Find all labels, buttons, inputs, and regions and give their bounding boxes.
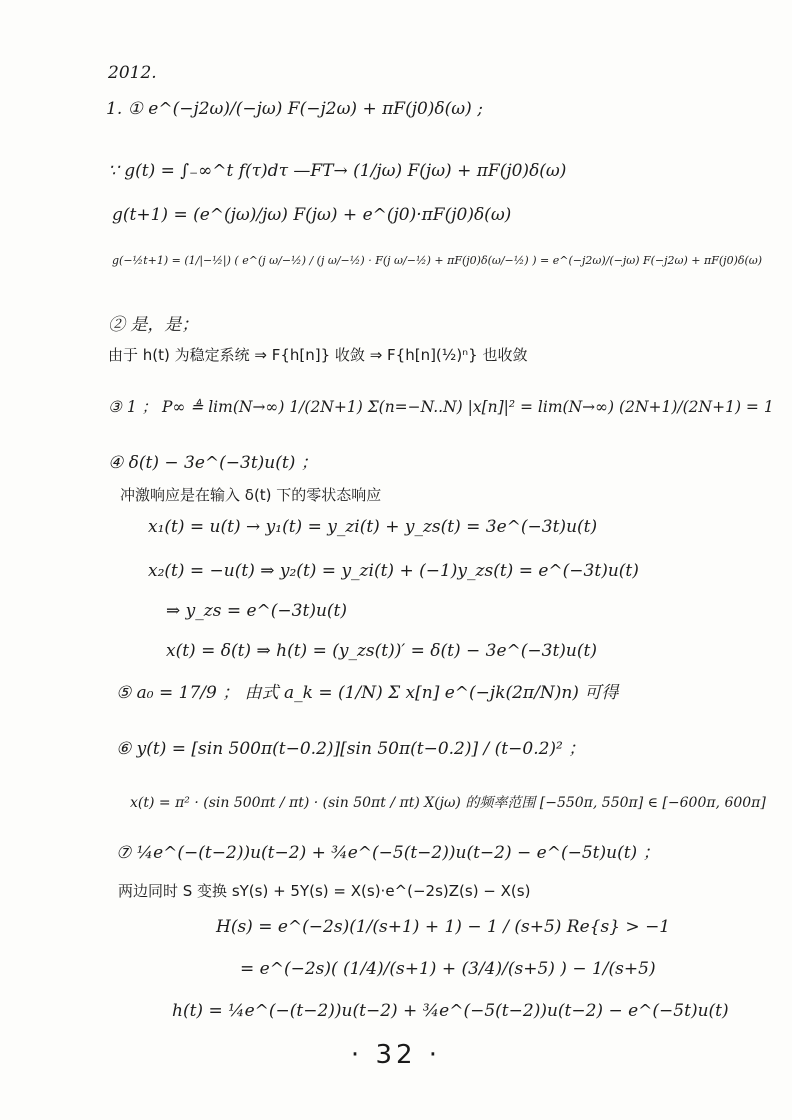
answer-1-2: ② 是，是； [108,315,199,335]
note-line: 两边同时 S 变换 sY(s) + 5Y(s) = X(s)·e^(−2s)Z(s) − X(s) [118,882,531,900]
derivation-line: ∵ g(t) = ∫₋∞^t f(τ)dτ —FT→ (1/jω) F(jω) + πF(j0)δ(ω) [108,161,567,181]
derivation-line: = e^(−2s)( (1/4)/(s+1) + (3/4)/(s+5) ) − 1/(s+5) [240,959,656,979]
answer-1-3: ③ 1 ； P∞ ≜ lim(N→∞) 1/(2N+1) Σ(n=−N..N) |x[n]|² = lim(N→∞) (2N+1)/(2N+1) = 1 [108,398,774,416]
answer-1-1: 1. ① e^(−j2ω)/(−jω) F(−j2ω) + πF(j0)δ(ω) ; [106,99,483,119]
answer-1-4: ④ δ(t) − 3e^(−3t)u(t) ； [108,453,318,473]
answer-1-5: ⑤ a₀ = 17/9 ； 由式 a_k = (1/N) Σ x[n] e^(−jk(2π/N)n) 可得 [116,683,619,703]
derivation-line: x(t) = π² · (sin 500πt / πt) · (sin 50πt / πt) X(jω) 的频率范围 [−550π, 550π] ∈ [−600π, 600π] [130,795,766,811]
year-label: 2012. [108,63,157,83]
answer-1-7: ⑦ ¼e^(−(t−2))u(t−2) + ¾e^(−5(t−2))u(t−2) − e^(−5t)u(t) ； [116,843,660,863]
derivation-line: H(s) = e^(−2s)(1/(s+1) + 1) − 1 / (s+5) Re{s} > −1 [216,917,671,937]
answer-1-6: ⑥ y(t) = [sin 500π(t−0.2)][sin 50π(t−0.2)] / (t−0.2)² ； [116,739,586,759]
derivation-line: x(t) = δ(t) ⇒ h(t) = (y_zs(t))′ = δ(t) − 3e^(−3t)u(t) [166,641,597,661]
derivation-line: h(t) = ¼e^(−(t−2))u(t−2) + ¾e^(−5(t−2))u(t−2) − e^(−5t)u(t) [172,1001,729,1021]
page-number: · 32 · [350,1040,442,1070]
note-line: 冲激响应是在输入 δ(t) 下的零状态响应 [120,486,382,504]
derivation-line: x₁(t) = u(t) → y₁(t) = y_zi(t) + y_zs(t) = 3e^(−3t)u(t) [148,517,598,537]
derivation-line: g(t+1) = (e^(jω)/jω) F(jω) + e^(j0)·πF(j0)δ(ω) [112,205,512,225]
derivation-line: x₂(t) = −u(t) ⇒ y₂(t) = y_zi(t) + (−1)y_zs(t) = e^(−3t)u(t) [148,561,639,581]
derivation-line: g(−½t+1) = (1/|−½|) ( e^(j ω/−½) / (j ω/−½) · F(j ω/−½) + πF(j0)δ(ω/−½) ) = e^(−j2ω)/(−jω) F(−j2ω) + πF(j0)δ(ω) [112,254,763,267]
derivation-line: ⇒ y_zs = e^(−3t)u(t) [166,601,347,621]
note-line: 由于 h(t) 为稳定系统 ⇒ F{h[n]} 收敛 ⇒ F{h[n](½)ⁿ} 也收敛 [108,346,528,364]
